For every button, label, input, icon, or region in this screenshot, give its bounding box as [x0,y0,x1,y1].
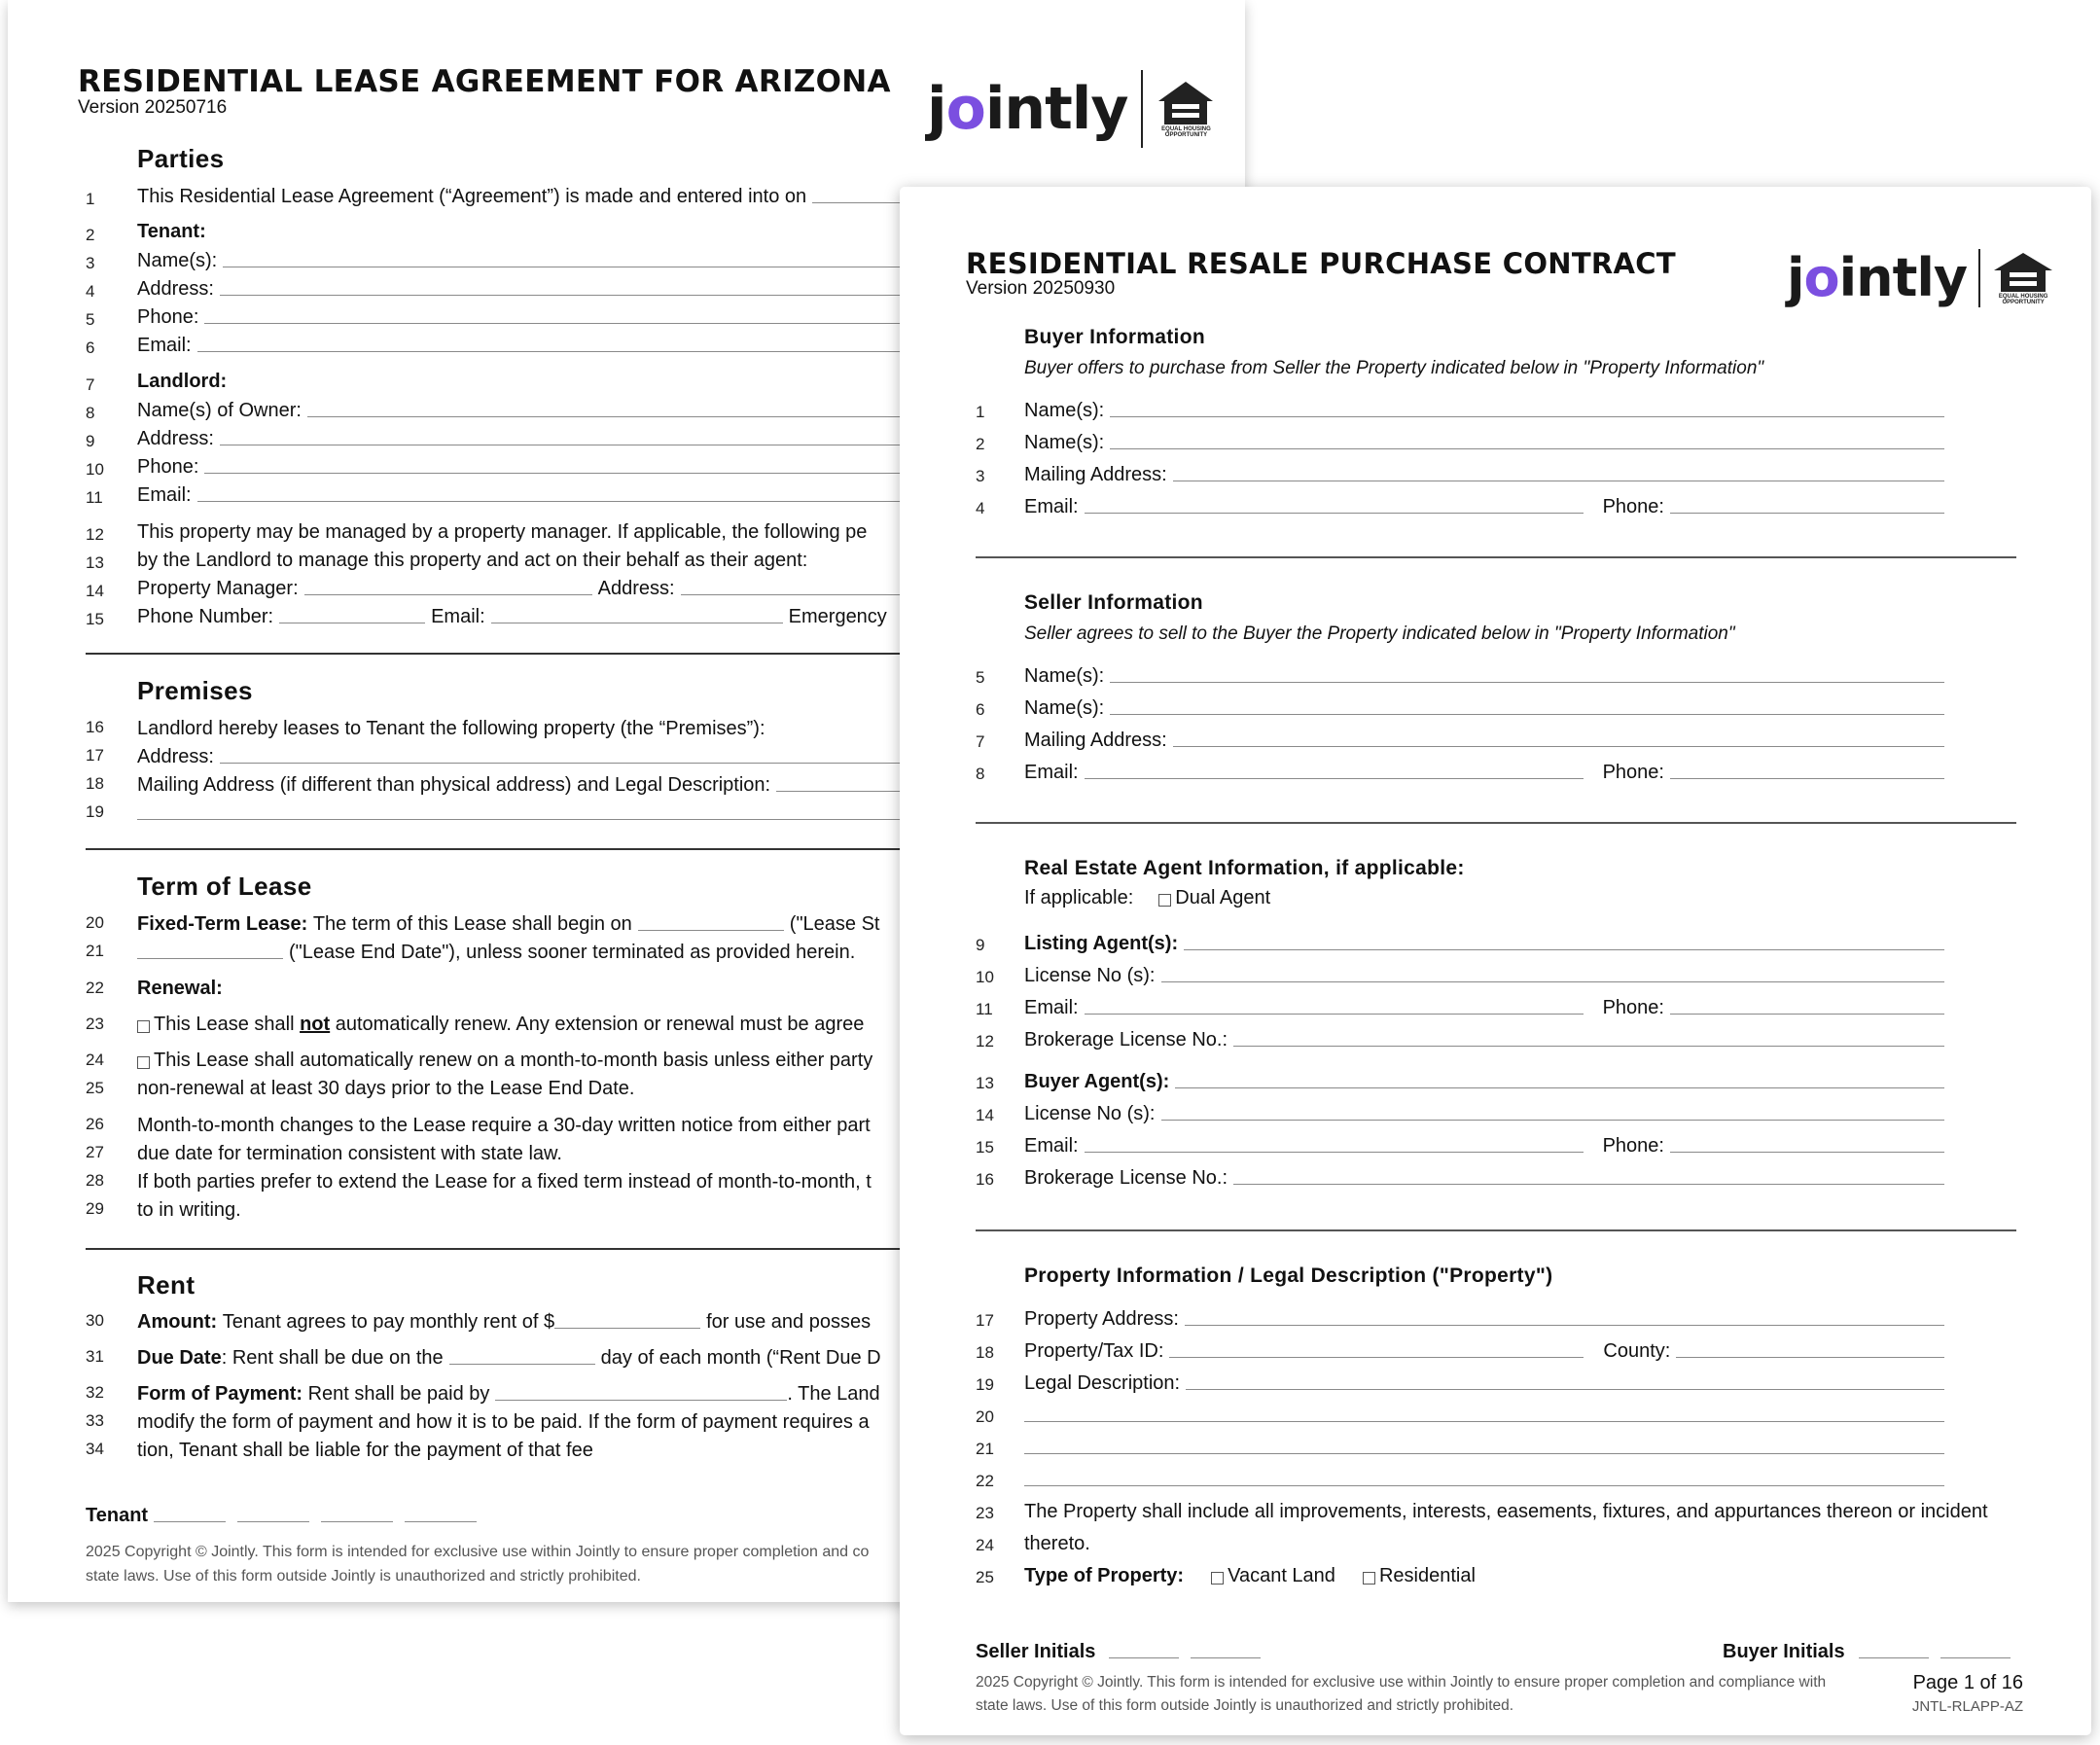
line-number: 3 [976,467,985,485]
buyer-agent-phone-field[interactable] [1670,1151,1944,1153]
line-number: 22 [976,1472,994,1490]
vacant-land-checkbox[interactable] [1211,1572,1224,1585]
equal-housing-icon: EQUAL HOUSING OPPORTUNITY [1157,80,1215,138]
line-number: 28 [86,1171,104,1190]
initials-label: Buyer Initials [1723,1641,1845,1662]
copyright-notice [86,1540,869,1588]
line-number: 8 [86,404,95,422]
line-number: 5 [86,310,95,329]
eho-caption: OPPORTUNITY [2002,299,2045,305]
field-label: If applicable: [1024,887,1134,908]
field-label: Buyer Agent(s): [1024,1071,1170,1092]
initials-field[interactable] [154,1520,226,1522]
renewal-heading: Renewal: [137,978,223,999]
seller-name-field[interactable] [1110,681,1944,683]
line-number: 25 [86,1079,104,1097]
property-address-row [1024,1305,1948,1331]
manager-email-field[interactable] [491,622,783,623]
line-number: 16 [86,718,104,736]
buyer-address-field[interactable] [1173,480,1944,481]
seller-address-row [1024,727,1948,752]
field-label: Property Manager: [137,578,299,599]
line-number: 24 [86,1051,104,1069]
rent-amount-field[interactable] [554,1327,700,1329]
line-number: 9 [976,936,985,954]
rent-amount-row [137,1308,871,1334]
seller-name-row [1024,662,1948,688]
body-text: modify the form of payment and how it is to be paid. If the form of payment requires a [137,1411,870,1433]
body-text: non-renewal at least 30 days prior to the Lease End Date. [137,1078,635,1099]
lease-end-row [137,939,855,964]
legal-description-row-2 [1024,1402,1948,1427]
field-label: Emergency [788,606,887,627]
line-number: 15 [86,610,104,628]
initials-field[interactable] [237,1520,309,1522]
initials-field[interactable] [1109,1656,1179,1658]
line-number: 5 [976,668,985,687]
property-type-row [1024,1562,1476,1587]
legal-description-field-3[interactable] [1024,1452,1944,1454]
line-number: 4 [86,282,95,301]
section-divider [976,822,2016,824]
body-text: If both parties prefer to extend the Lease for a fixed term instead of month-to-month, t [137,1171,872,1193]
field-label: Brokerage License No.: [1024,1029,1228,1051]
field-label: day of each month (“Rent Due D [600,1347,881,1369]
version-label: Version 20250716 [78,97,228,118]
line-number: 17 [86,746,104,765]
field-label: Type of Property: [1024,1565,1185,1586]
field-label: Name(s): [1024,400,1105,421]
line-number: 14 [976,1106,994,1124]
legal-description-row-4 [1024,1466,1948,1491]
logo-wordmark: jointly [1787,247,1968,308]
copyright-line: 2025 Copyright © Jointly. This form is intended for exclusive use within Jointly to ensure proper completion and compliance with [976,1674,1827,1691]
copyright-line: state laws. Use of this form outside Jointly is unauthorized and strictly prohibited. [86,1568,641,1585]
field-label: Mailing Address: [1024,730,1167,751]
seller-initials-row [976,1638,1266,1663]
field-label: Phone: [1602,1135,1664,1157]
line-number: 11 [976,1000,993,1018]
field-label: Mailing Address: [1024,464,1167,485]
field-label: ("Lease End Date"), unless sooner terminated as provided herein. [289,942,856,963]
buyer-agent-field[interactable] [1175,1086,1944,1088]
field-label: . The Land [787,1383,880,1405]
option-text: automatically renew. Any extension or renewal must be agree [335,1014,865,1035]
line-number: 18 [86,774,104,793]
section-subtitle: Buyer offers to purchase from Seller the Property indicated below in "Property Information" [1024,358,1764,378]
line-number: 6 [976,700,985,719]
version-label: Version 20250930 [966,278,1116,299]
field-label: : Rent shall be due on the [221,1347,444,1369]
field-label: Address: [137,278,214,300]
field-label: Address: [137,746,214,767]
body-text: due date for termination consistent with state law. [137,1143,562,1164]
tax-id-field[interactable] [1169,1356,1584,1358]
property-address-field[interactable] [1185,1324,1944,1326]
buyer-email-field[interactable] [1085,512,1584,514]
option-text: This Lease shall automatically renew on a month-to-month basis unless either party [154,1050,873,1071]
field-label: Legal Description: [1024,1372,1181,1394]
line-number: 1 [86,190,95,208]
line-number: 19 [976,1375,994,1394]
section-subtitle: Seller agrees to sell to the Buyer the Property indicated below in "Property Information" [1024,623,1735,644]
initials-field[interactable] [1859,1656,1929,1658]
body-text: thereto. [1024,1533,1090,1554]
buyer-agent-contact-row [1024,1132,1948,1157]
field-label: Property Address: [1024,1308,1179,1330]
field-label: Amount: [137,1311,218,1333]
buyer-license-row [1024,1100,1948,1125]
section-heading-term: Term of Lease [137,872,312,901]
buyer-brokerage-row [1024,1164,1948,1190]
line-number: 31 [86,1347,104,1366]
buyer-brokerage-field[interactable] [1233,1183,1944,1185]
auto-renew-checkbox[interactable] [137,1056,150,1069]
body-text: The Property shall include all improvements, interests, easements, fixtures, and appurtances thereon or incident [1024,1501,1988,1522]
section-heading-rent: Rent [137,1270,196,1300]
line-number: 9 [86,432,95,450]
field-label: Phone: [137,306,199,328]
line-number: 7 [86,375,95,394]
line-number: 11 [86,488,103,507]
due-day-field[interactable] [449,1363,595,1365]
buyer-contact-row [1024,493,1948,518]
buyer-address-row [1024,461,1948,486]
line-number: 34 [86,1440,104,1458]
field-label: Property/Tax ID: [1024,1340,1164,1362]
buyer-agent-row [1024,1068,1948,1093]
field-label: License No (s): [1024,1103,1156,1124]
body-text: to in writing. [137,1199,241,1221]
line-number: 27 [86,1143,104,1161]
field-label: Email: [1024,1135,1079,1157]
emphasis-text: not [300,1014,331,1035]
fixed-term-row [137,910,880,936]
payment-form-field[interactable] [495,1399,787,1401]
equal-housing-icon [1992,251,2054,305]
field-label: Address: [137,428,214,449]
line-number: 12 [86,525,104,544]
field-label: ("Lease St [789,913,880,935]
copyright-notice [976,1671,1826,1718]
section-heading-property: Property Information / Legal Description ("Property") [1024,1264,1553,1287]
field-label: Tenant agrees to pay monthly rent of $ [222,1311,555,1333]
field-label: Due Date [137,1347,222,1369]
initials-field[interactable] [1940,1656,2011,1658]
line-number: 19 [86,802,104,821]
purchase-contract-page [900,187,2091,1735]
field-label: Phone: [1602,997,1664,1018]
line-number: 20 [976,1407,994,1426]
initials-field[interactable] [321,1520,393,1522]
line-number: 6 [86,338,95,357]
section-heading-agent: Real Estate Agent Information, if applicable: [1024,857,1465,879]
line-number: 22 [86,979,104,997]
logo-divider [1141,70,1143,148]
line-number: 15 [976,1138,994,1157]
listing-brokerage-row [1024,1026,1948,1051]
lease-start-field[interactable] [638,929,784,931]
field-label: Brokerage License No.: [1024,1167,1228,1189]
no-renew-option [137,1011,864,1036]
initials-field[interactable] [405,1520,477,1522]
legal-description-row [1024,1370,1948,1395]
option-text: Residential [1378,1565,1476,1586]
auto-renew-option [137,1047,872,1072]
no-renew-checkbox[interactable] [137,1020,150,1033]
form-code: JNTL-RLAPP-AZ [1911,1698,2023,1715]
field-label: Phone: [1602,762,1664,783]
line-number: 1 [976,403,985,421]
body-text: tion, Tenant shall be liable for the payment of that fee [137,1440,593,1461]
field-label: Email: [137,484,192,506]
residential-checkbox[interactable] [1363,1572,1375,1585]
manager-text: This property may be managed by a property manager. If applicable, the following pe [137,521,868,543]
listing-phone-field[interactable] [1670,1013,1944,1015]
listing-brokerage-field[interactable] [1233,1045,1944,1047]
option-text: Dual Agent [1175,887,1271,908]
eho-caption: EQUAL HOUSING [1998,293,2048,300]
line-number: 13 [86,553,104,572]
section-heading-buyer: Buyer Information [1024,326,1205,348]
page-title: RESIDENTIAL LEASE AGREEMENT FOR ARIZONA [78,64,891,99]
listing-license-field[interactable] [1161,980,1945,982]
tenant-initials-row [86,1502,482,1527]
tenant-heading: Tenant: [137,221,206,242]
line-number: 29 [86,1199,104,1218]
line-number: 26 [86,1115,104,1133]
field-label: Email: [1024,496,1079,517]
seller-name-field-2[interactable] [1110,713,1944,715]
line-number: 10 [976,968,994,986]
copyright-line: state laws. Use of this form outside Jointly is unauthorized and strictly prohibited. [976,1697,1514,1714]
listing-license-row [1024,962,1948,987]
field-label: Name(s): [1024,665,1105,687]
legal-description-field-4[interactable] [1024,1484,1944,1486]
seller-contact-row [1024,759,1948,784]
legal-description-field[interactable] [1186,1388,1944,1390]
line-number: 23 [86,1015,104,1033]
option-text: Vacant Land [1228,1565,1335,1586]
manager-contact-row [137,603,887,628]
logo-divider [1978,249,1980,307]
dual-agent-checkbox[interactable] [1158,894,1171,907]
manager-name-field[interactable] [304,593,592,595]
field-label: Name(s): [1024,432,1105,453]
section-heading-parties: Parties [137,144,225,173]
buyer-initials-row [1723,1638,2016,1663]
line-number: 4 [976,499,985,517]
field-label: Email: [1024,997,1079,1018]
line-number: 13 [976,1074,994,1092]
field-label: Fixed-Term Lease: [137,913,308,935]
logo-wordmark: jointly [927,75,1128,143]
line-number: 17 [976,1311,994,1330]
line-number: 25 [976,1568,994,1586]
copyright-line: 2025 Copyright © Jointly. This form is intended for exclusive use within Jointly to ensure proper completion and co [86,1544,870,1560]
body-text: Month-to-month changes to the Lease require a 30-day written notice from either part [137,1115,871,1136]
field-label: Email: [137,335,192,356]
field-label: Name(s): [1024,697,1105,719]
line-number: 30 [86,1311,104,1330]
seller-phone-field[interactable] [1670,777,1944,779]
line-number: 18 [976,1343,994,1362]
line-number: 10 [86,460,104,479]
legal-description-field-2[interactable] [1024,1420,1944,1422]
line-number: 7 [976,732,985,751]
field-label: Listing Agent(s): [1024,933,1179,954]
field-label: Mailing Address (if different than physical address) and Legal Description: [137,774,771,796]
initials-field[interactable] [1191,1656,1261,1658]
listing-contact-row [1024,994,1948,1019]
line-number: 21 [976,1440,994,1458]
line-number: 14 [86,582,104,600]
page-title: RESIDENTIAL RESALE PURCHASE CONTRACT [966,247,1676,280]
legal-description-row-3 [1024,1434,1948,1459]
field-label: Phone Number: [137,606,274,627]
field-label: The term of this Lease shall begin on [312,913,632,935]
listing-email-field[interactable] [1085,1013,1584,1015]
tax-id-row [1024,1337,1948,1363]
field-label: Name(s): [137,250,218,271]
field-label: Rent shall be paid by [307,1383,490,1405]
field-label: County: [1603,1340,1671,1362]
buyer-license-field[interactable] [1161,1119,1945,1121]
field-label: Name(s) of Owner: [137,400,302,421]
jointly-logo [927,70,1215,148]
buyer-name-row-2 [1024,429,1948,454]
initials-label: Seller Initials [976,1641,1096,1662]
seller-address-field[interactable] [1173,745,1944,747]
page-number: Page 1 of 16 [1912,1672,2023,1693]
line-number: 32 [86,1383,104,1402]
lease-end-field[interactable] [137,957,283,959]
buyer-name-field[interactable] [1110,415,1944,417]
listing-agent-row [1024,930,1948,955]
line-number: 8 [976,765,985,783]
buyer-name-field-2[interactable] [1110,447,1944,449]
due-date-row [137,1344,881,1370]
field-label: Form of Payment: [137,1383,303,1405]
field-label: Phone: [137,456,199,478]
option-text: This Lease shall [154,1014,295,1035]
listing-agent-field[interactable] [1184,948,1944,950]
manager-text: by the Landlord to manage this property and act on their behalf as their agent: [137,550,808,571]
buyer-agent-email-field[interactable] [1085,1151,1584,1153]
buyer-phone-field[interactable] [1670,512,1944,514]
landlord-heading: Landlord: [137,371,228,392]
field-label: Phone: [1602,496,1664,517]
field-label: Email: [431,606,485,627]
county-field[interactable] [1676,1356,1944,1358]
section-divider [976,1229,2016,1231]
line-number: 2 [976,435,985,453]
line-number: 33 [86,1411,104,1430]
seller-email-field[interactable] [1085,777,1584,779]
dual-agent-row [1024,884,1270,909]
section-heading-premises: Premises [137,676,253,705]
line-number: 24 [976,1536,994,1554]
jointly-logo [1787,247,2054,308]
premises-text: Landlord hereby leases to Tenant the following property (the “Premises”): [137,718,765,739]
lease-date-label: This Residential Lease Agreement (“Agreement”) is made and entered into on [137,186,807,207]
manager-phone-field[interactable] [279,622,425,623]
field-label: for use and posses [706,1311,872,1333]
section-divider [976,556,2016,558]
payment-form-row [137,1380,880,1406]
line-number: 2 [86,226,95,244]
buyer-name-row [1024,397,1948,422]
section-heading-seller: Seller Information [1024,591,1203,614]
field-label: License No (s): [1024,965,1156,986]
line-number: 16 [976,1170,994,1189]
line-number: 12 [976,1032,994,1051]
initials-label: Tenant [86,1505,149,1526]
field-label: Address: [597,578,675,599]
line-number: 20 [86,913,104,932]
field-label: Email: [1024,762,1079,783]
line-number: 21 [86,942,104,960]
seller-name-row-2 [1024,694,1948,720]
line-number: 23 [976,1504,994,1522]
line-number: 3 [86,254,95,272]
